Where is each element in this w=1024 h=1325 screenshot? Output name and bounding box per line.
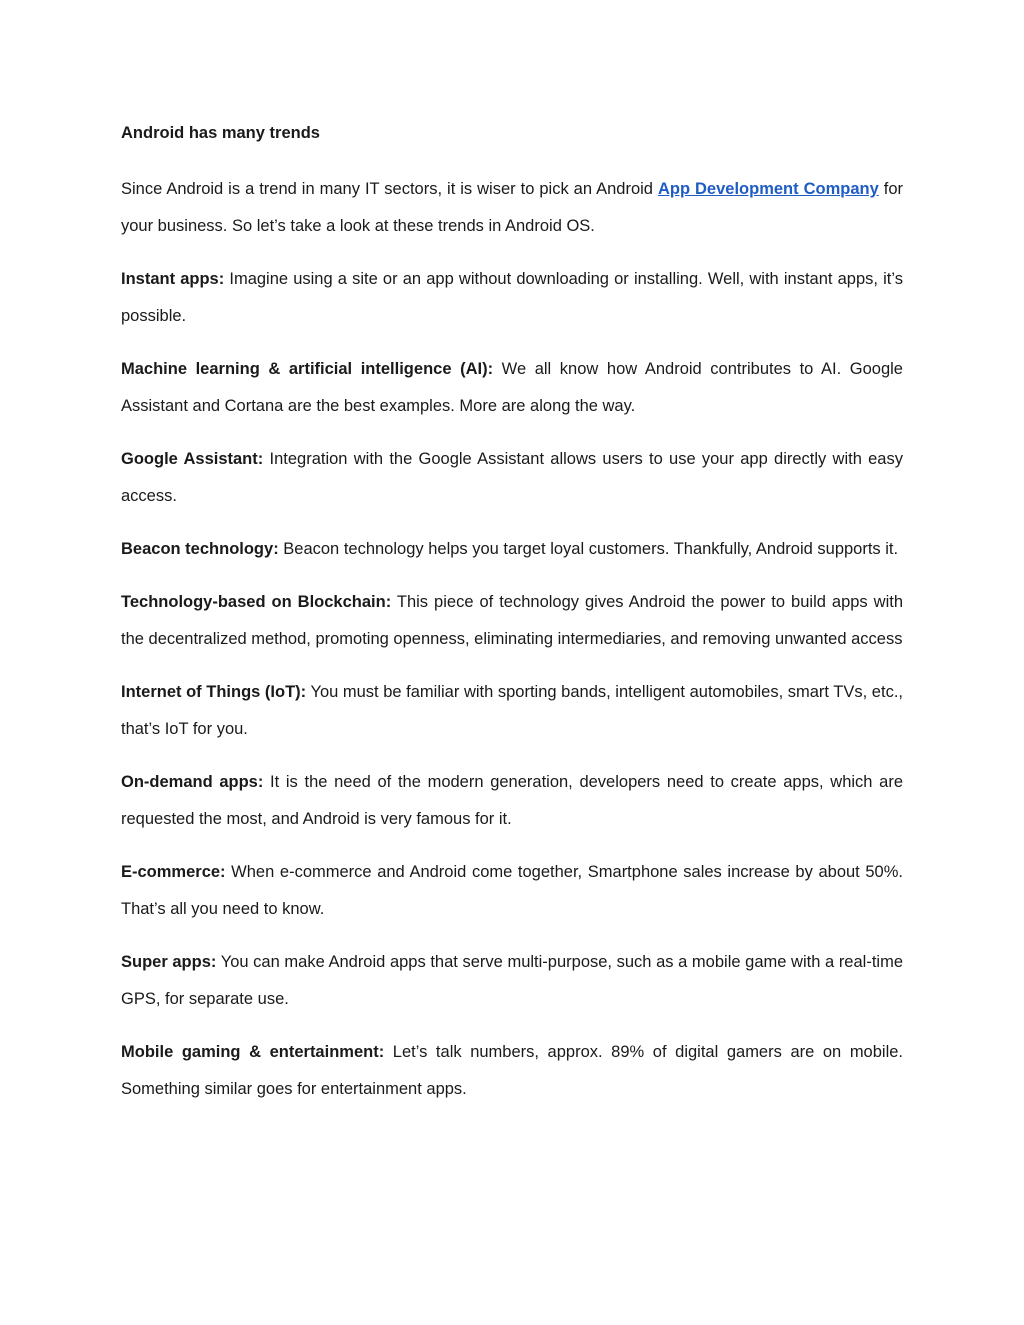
trend-description: Integration with the Google Assistant allows users to use your app directly with easy access. (121, 450, 903, 505)
trend-item-on-demand-apps (121, 764, 903, 838)
trend-description: We all know how Android contributes to AI. Google Assistant and Cortana are the best examples. More are along the way. (121, 360, 903, 415)
trend-item-mobile-gaming (121, 1034, 903, 1108)
trend-term: Super apps: (121, 953, 217, 971)
document-page (121, 118, 903, 1124)
trend-term: Google Assistant: (121, 450, 264, 468)
page-heading: Android has many trends (121, 124, 320, 142)
trend-description: You can make Android apps that serve multi-purpose, such as a mobile game with a real-time GPS, for separate use. (121, 953, 903, 1008)
trend-description: You must be familiar with sporting bands, intelligent automobiles, smart TVs, etc., that’s IoT for you. (121, 683, 903, 738)
app-development-company-link[interactable]: App Development Company (657, 180, 879, 198)
trend-item-beacon-technology (121, 531, 903, 568)
trend-term: Mobile gaming & entertainment: (121, 1043, 385, 1061)
trend-description: Beacon technology helps you target loyal customers. Thankfully, Android supports it. (278, 540, 899, 558)
intro-paragraph (121, 171, 903, 245)
trend-term: Internet of Things (IoT): (121, 683, 307, 701)
trend-item-blockchain (121, 584, 903, 658)
trend-term: Technology-based on Blockchain: (121, 593, 392, 611)
trend-term: Instant apps: (121, 270, 225, 288)
trend-term: Machine learning & artificial intelligence (AI): (121, 360, 494, 378)
trend-description: Imagine using a site or an app without downloading or installing. Well, with instant apps, it’s possible. (121, 270, 903, 325)
trend-item-google-assistant (121, 441, 903, 515)
trend-term: E-commerce: (121, 863, 226, 881)
trend-item-machine-learning (121, 351, 903, 425)
intro-text-after: for your business. So let’s take a look at these trends in Android OS. (121, 180, 903, 235)
trend-item-e-commerce (121, 854, 903, 928)
trend-description: It is the need of the modern generation, developers need to create apps, which are requested the most, and Android is very famous for it. (121, 773, 903, 828)
trend-item-super-apps (121, 944, 903, 1018)
intro-text-before: Since Android is a trend in many IT sectors, it is wiser to pick an Android (121, 180, 658, 198)
trend-term: Beacon technology: (121, 540, 279, 558)
trend-item-iot (121, 674, 903, 748)
trend-description: Let’s talk numbers, approx. 89% of digital gamers are on mobile. Something similar goes for entertainment apps. (121, 1043, 904, 1098)
trend-term: On-demand apps: (121, 773, 264, 791)
trend-description: This piece of technology gives Android the power to build apps with the decentralized method, promoting openness, eliminating intermediaries, and removing unwanted access (121, 593, 903, 648)
trend-description: When e-commerce and Android come together, Smartphone sales increase by about 50%. That’s all you need to know. (121, 863, 903, 918)
trend-item-instant-apps (121, 261, 903, 335)
